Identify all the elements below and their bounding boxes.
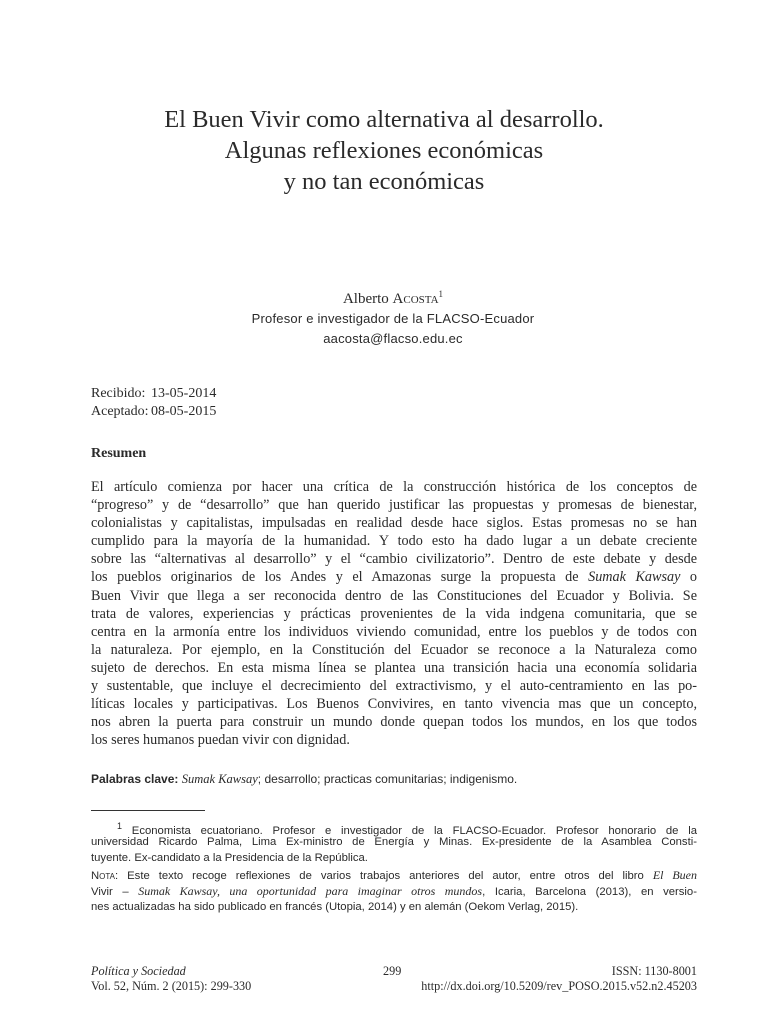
note-book-title: El Buen (652, 867, 697, 882)
abstract-line-with-term (91, 568, 697, 586)
abstract-line: líticas locales y participativas. Los Buenos Convivires, en tanto vivencia mas que un concepto, (91, 696, 697, 713)
journal-name: Política y Sociedad (91, 964, 186, 978)
author-name (0, 284, 768, 309)
abstract-line: colonialistas y capitalistas, impulsadas en realidad desde hace siglos. Estas promesas no se han (91, 515, 697, 532)
abstract-line: “progreso” y de “desarrollo” que han querido justificar las propuestas y promesas de bienestar, (91, 497, 697, 514)
keywords-italic: Sumak Kawsay (181, 772, 258, 786)
abstract-body (91, 478, 697, 749)
abstract-heading: Resumen (91, 446, 147, 461)
keywords-label: Palabras clave: (91, 772, 179, 786)
accepted-row (91, 403, 216, 421)
author-last-name: Acosta (392, 291, 439, 307)
article-title (0, 104, 768, 197)
abstract-line: cumplido para la mayoría de la humanidad. Y todo esto ha dado lugar a un debate creciente (91, 533, 697, 550)
received-value: 13-05-2014 (151, 386, 217, 401)
abstract-line: y sustentable, que incluye el decrecimiento del extractivismo, y el auto-centramiento en las po- (91, 678, 697, 695)
footnote-line: tuyente. Ex-candidato a la Presidencia de la República. (91, 852, 368, 865)
journal-volume: Vol. 52, Núm. 2 (2015): 299-330 (91, 979, 252, 993)
abstract-line: trata de valores, experiencias y prácticas provenientes de la vida indgena comunitaria, que se (91, 605, 697, 622)
page-number: 299 (383, 964, 402, 978)
author-footnote-mark: 1 (438, 289, 444, 299)
issn: ISSN: 1130-8001 (611, 964, 697, 978)
abstract-line: sujeto de derechos. En esta misma línea se plantea una transición hacia una economía solidaria (91, 659, 697, 676)
footer-left (91, 964, 251, 994)
author-block (0, 284, 768, 349)
footnote-line: nes actualizadas ha sido publicado en francés (Utopia, 2014) y en alemán (Oekom Verlag, 2015). (91, 900, 579, 913)
doi-link[interactable]: http://dx.doi.org/10.5209/rev_POSO.2015.v52.n2.45203 (421, 979, 697, 993)
author-first-name: Alberto (342, 291, 393, 307)
note-text: , Icaria, Barcelona (2013), en versio- (482, 885, 697, 898)
footnote-separator (91, 810, 205, 811)
title-line-2: Algunas reflexiones económicas (224, 137, 544, 164)
title-line-3: y no tan económicas (283, 168, 485, 195)
note-text: Vivir – (91, 885, 139, 898)
accepted-value: 08-05-2015 (151, 404, 217, 419)
footnotes (91, 818, 697, 915)
note-label: Nota (91, 869, 116, 882)
abstract-italic-term: Sumak Kawsay (588, 569, 681, 586)
footer-right (421, 964, 697, 994)
author-affiliation: Profesor e investigador de la FLACSO-Ecuador (251, 311, 535, 326)
footnote-line (91, 883, 697, 899)
footnote-line: universidad Ricardo Palma, Lima Ex-ministro de Energía y Minas. Ex-presidente de la Asamblea Consti- (91, 836, 697, 849)
abstract-line: la naturaleza. Por ejemplo, en la Constitución del Ecuador se reconoce a la Naturaleza como (91, 641, 697, 658)
abstract-line: los seres humanos puedan vivir con dignidad. (91, 732, 350, 749)
note-book-subtitle: Sumak Kawsay, una oportunidad para imaginar otros mundos (138, 883, 483, 898)
submission-dates (91, 385, 216, 421)
footnote-note-line (91, 867, 697, 883)
title-line-1: El Buen Vivir como alternativa al desarrollo. (164, 106, 604, 133)
abstract-line: sobre las “alternativas al desarrollo” y el “cambio civilizatorio”. Dentro de este debate y desde (91, 551, 697, 568)
received-label: Recibido: (91, 386, 146, 401)
abstract-line: nos abren la puerta para construir un mundo donde quepan todos los mundos, en los que todos (91, 714, 697, 731)
keywords (91, 772, 711, 787)
footnote-text: Economista ecuatoriano. Profesor e investigador de la FLACSO-Ecuador. Profesor honorario de la (131, 824, 698, 837)
abstract-line: centra en la armonía entre los individuos viviendo comunidad, entre los pueblos y de todos con (91, 623, 697, 640)
footnote-line (91, 818, 698, 837)
footnote-mark: 1 (117, 821, 123, 831)
accepted-label: Aceptado: (91, 404, 149, 419)
abstract-line: El artículo comienza por hacer una crítica de la construcción histórica de los conceptos de (91, 479, 697, 495)
abstract-line: Buen Vivir que llega a ser reconocida dentro de las Constituciones del Ecuador y Bolivia. Se (91, 587, 697, 604)
abstract-line-text: los pueblos originarios de los Andes y el Amazonas surge la propuesta de (91, 569, 589, 586)
note-text: : Este texto recoge reflexiones de varios trabajos anteriores del autor, entre otros del libro (115, 869, 653, 882)
received-row (91, 385, 216, 403)
author-email: aacosta@flacso.edu.ec (323, 331, 463, 346)
keywords-rest: ; desarrollo; practicas comunitarias; indigenismo. (257, 772, 518, 786)
abstract-after-term: o (680, 569, 697, 586)
